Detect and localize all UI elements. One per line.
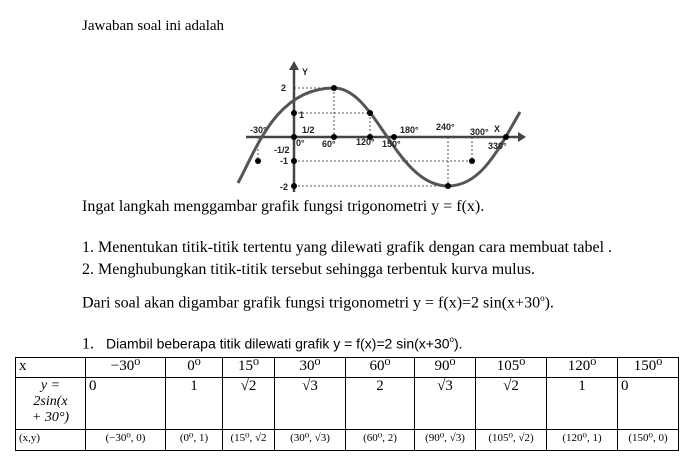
y-label-line: y = — [40, 378, 61, 393]
table-row-x — [16, 358, 679, 378]
step1-number: 1. — [82, 335, 94, 353]
pair-cell: (60⁰, 2) — [346, 430, 415, 451]
table-row-y — [16, 378, 679, 430]
label-half: 1/2 — [302, 125, 315, 135]
x-axis-label: X — [494, 124, 501, 134]
pair-cell: (0⁰, 1) — [166, 430, 223, 451]
x-cell: −30⁰ — [86, 358, 166, 378]
step1-text: Diambil beberapa titik dilewati grafik y = f(x)=2 sin(x+30 — [106, 335, 450, 352]
label-0: 0° — [296, 138, 305, 148]
label-330: 330° — [488, 141, 507, 151]
pair-cell: (120⁰, 1) — [547, 430, 618, 451]
y-label-line: + 30°) — [31, 410, 70, 425]
y-axis-label: Y — [302, 67, 309, 77]
pair-cell: (30⁰, √3) — [275, 430, 346, 451]
y-cell: √2 — [476, 378, 547, 430]
x-axis-arrow-icon — [518, 132, 526, 142]
intro-text: Jawaban soal ini adalah — [82, 18, 225, 34]
step1-sup: o — [449, 335, 454, 344]
sine-graph — [236, 60, 526, 200]
y-cell: √2 — [223, 378, 275, 430]
label-neg1: -1 — [280, 156, 289, 166]
problem-end: ). — [544, 294, 554, 312]
problem-line — [82, 293, 554, 312]
x-cell: 105⁰ — [476, 358, 547, 378]
y-cell: 2 — [346, 378, 415, 430]
label-y2: 2 — [281, 83, 287, 93]
x-header: x — [16, 358, 86, 378]
pair-cell: (150⁰, 0) — [618, 430, 679, 451]
label-60: 60° — [322, 139, 336, 149]
label-240: 240° — [436, 122, 455, 132]
pair-cell: (−30⁰, 0) — [86, 430, 166, 451]
x-cell: 60⁰ — [346, 358, 415, 378]
x-cell: 0⁰ — [166, 358, 223, 378]
y-cell: 0 — [86, 378, 166, 430]
pair-cell: (15⁰, √2 — [223, 430, 275, 451]
y-label-line: 2sin(x — [33, 394, 68, 409]
pair-header: (x,y) — [16, 430, 86, 451]
problem-sup: o — [540, 293, 545, 303]
values-table — [15, 357, 679, 451]
x-cell: 120⁰ — [547, 358, 618, 378]
label-neg30: -30° — [250, 125, 267, 135]
reminder-text: Ingat langkah menggambar grafik fungsi trigonometri y = f(x). — [82, 198, 485, 215]
problem-text: Dari soal akan digambar grafik fungsi trigonometri y = f(x)=2 sin(x+30 — [82, 294, 541, 312]
label-180: 180° — [400, 125, 419, 135]
table-row-pairs — [16, 430, 679, 451]
pair-cell: (90⁰, √3) — [415, 430, 476, 451]
label-neg-half: -1/2 — [274, 145, 290, 155]
y-cell: 1 — [166, 378, 223, 430]
y-header — [16, 378, 86, 430]
y-cell: √3 — [275, 378, 346, 430]
y-cell: 0 — [618, 378, 679, 430]
y-cell: 1 — [547, 378, 618, 430]
step1-end: ). — [454, 335, 463, 352]
step-2: 2. Menghubungkan titik-titik tersebut sehingga terbentuk kurva mulus. — [82, 261, 535, 278]
label-300: 300° — [470, 127, 489, 137]
step1-line — [82, 335, 463, 353]
y-axis-arrow-icon — [289, 61, 299, 70]
x-cell: 150⁰ — [618, 358, 679, 378]
label-y1: 1 — [299, 110, 305, 120]
label-120: 120° — [356, 137, 375, 147]
step-1: 1. Menentukan titik-titik tertentu yang dilewati grafik dengan cara membuat tabel . — [82, 239, 613, 256]
y-cell: √3 — [415, 378, 476, 430]
label-neg2: -2 — [280, 182, 289, 192]
x-cell: 90⁰ — [415, 358, 476, 378]
pair-cell: (105⁰, √2) — [476, 430, 547, 451]
x-cell: 15⁰ — [223, 358, 275, 378]
label-150: 150° — [382, 139, 401, 149]
x-cell: 30⁰ — [275, 358, 346, 378]
